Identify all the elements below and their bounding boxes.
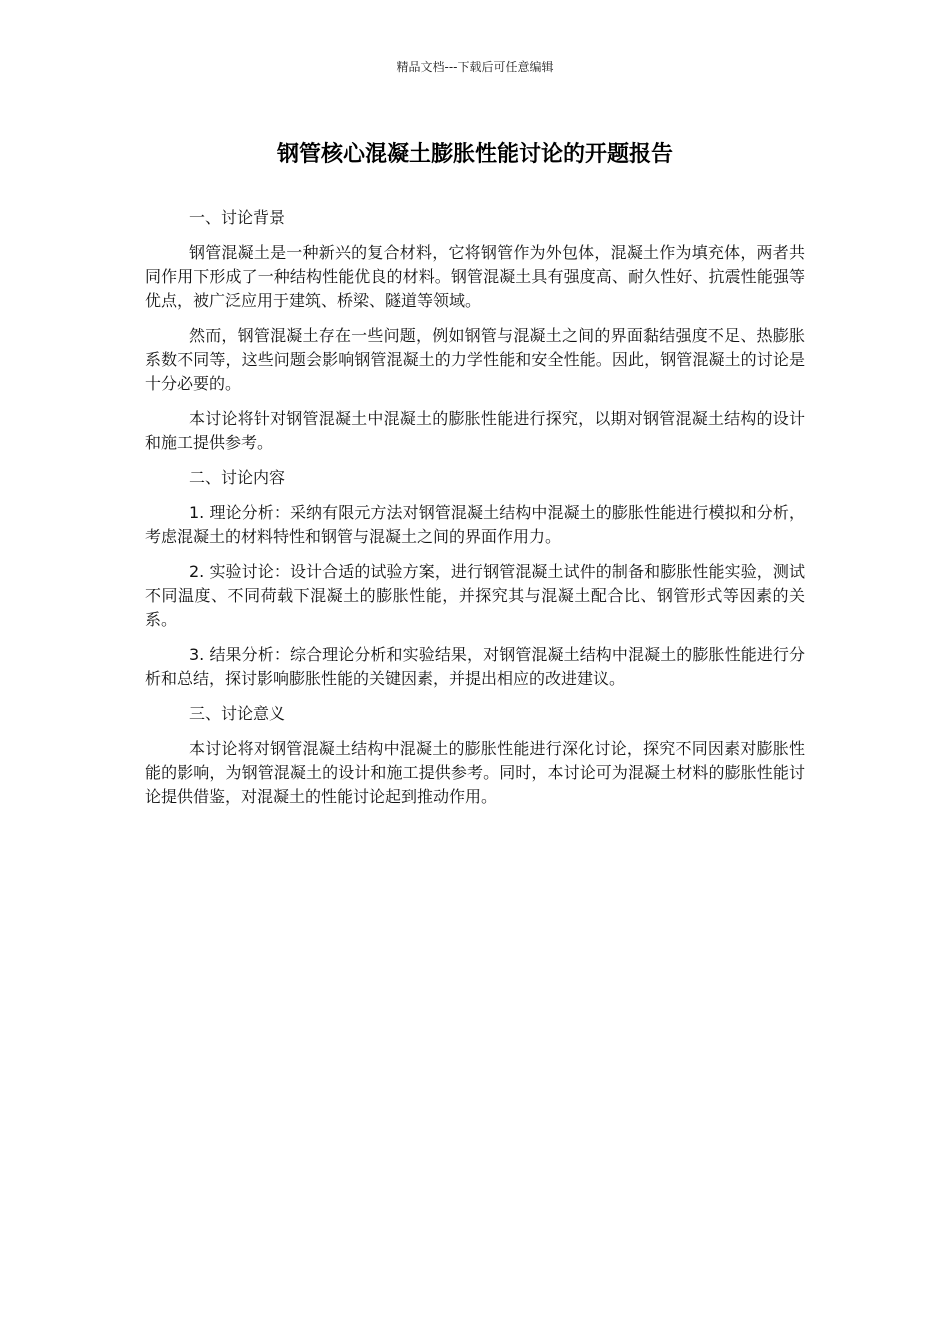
paragraph-content-1: 1. 理论分析：采纳有限元方法对钢管混凝土结构中混凝土的膨胀性能进行模拟和分析，考虑混凝土的材料特性和钢管与混凝土之间的界面作用力。: [145, 503, 805, 546]
document-title: 钢管核心混凝土膨胀性能讨论的开题报告: [276, 142, 673, 167]
section-heading-background: 一、讨论背景: [189, 208, 286, 227]
section-heading-content: 二、讨论内容: [189, 468, 286, 487]
paragraph-content-3: 3. 结果分析：综合理论分析和实验结果，对钢管混凝土结构中混凝土的膨胀性能进行分析和总结，探讨影响膨胀性能的关键因素，并提出相应的改进建议。: [145, 645, 805, 688]
paragraph-background-2: 然而，钢管混凝土存在一些问题，例如钢管与混凝土之间的界面黏结强度不足、热膨胀系数不同等，这些问题会影响钢管混凝土的力学性能和安全性能。因此，钢管混凝土的讨论是十分必要的。: [145, 326, 805, 393]
paragraph-content-2: 2. 实验讨论：设计合适的试验方案，进行钢管混凝土试件的制备和膨胀性能实验，测试不同温度、不同荷载下混凝土的膨胀性能，并探究其与混凝土配合比、钢管形式等因素的关系。: [145, 562, 805, 629]
section-heading-significance: 三、讨论意义: [189, 704, 286, 723]
document-body: [145, 206, 805, 820]
header-note: 精品文档---下载后可任意编辑: [396, 60, 554, 74]
paragraph-background-3: 本讨论将针对钢管混凝土中混凝土的膨胀性能进行探究，以期对钢管混凝土结构的设计和施工提供参考。: [145, 409, 805, 452]
paragraph-significance-1: 本讨论将对钢管混凝土结构中混凝土的膨胀性能进行深化讨论，探究不同因素对膨胀性能的影响，为钢管混凝土的设计和施工提供参考。同时，本讨论可为混凝土材料的膨胀性能讨论提供借鉴，对混凝土的性能讨论起到推动作用。: [145, 739, 805, 806]
paragraph-background-1: 钢管混凝土是一种新兴的复合材料，它将钢管作为外包体，混凝土作为填充体，两者共同作用下形成了一种结构性能优良的材料。钢管混凝土具有强度高、耐久性好、抗震性能强等优点，被广泛应用于建筑、桥梁、隧道等领域。: [145, 243, 805, 310]
